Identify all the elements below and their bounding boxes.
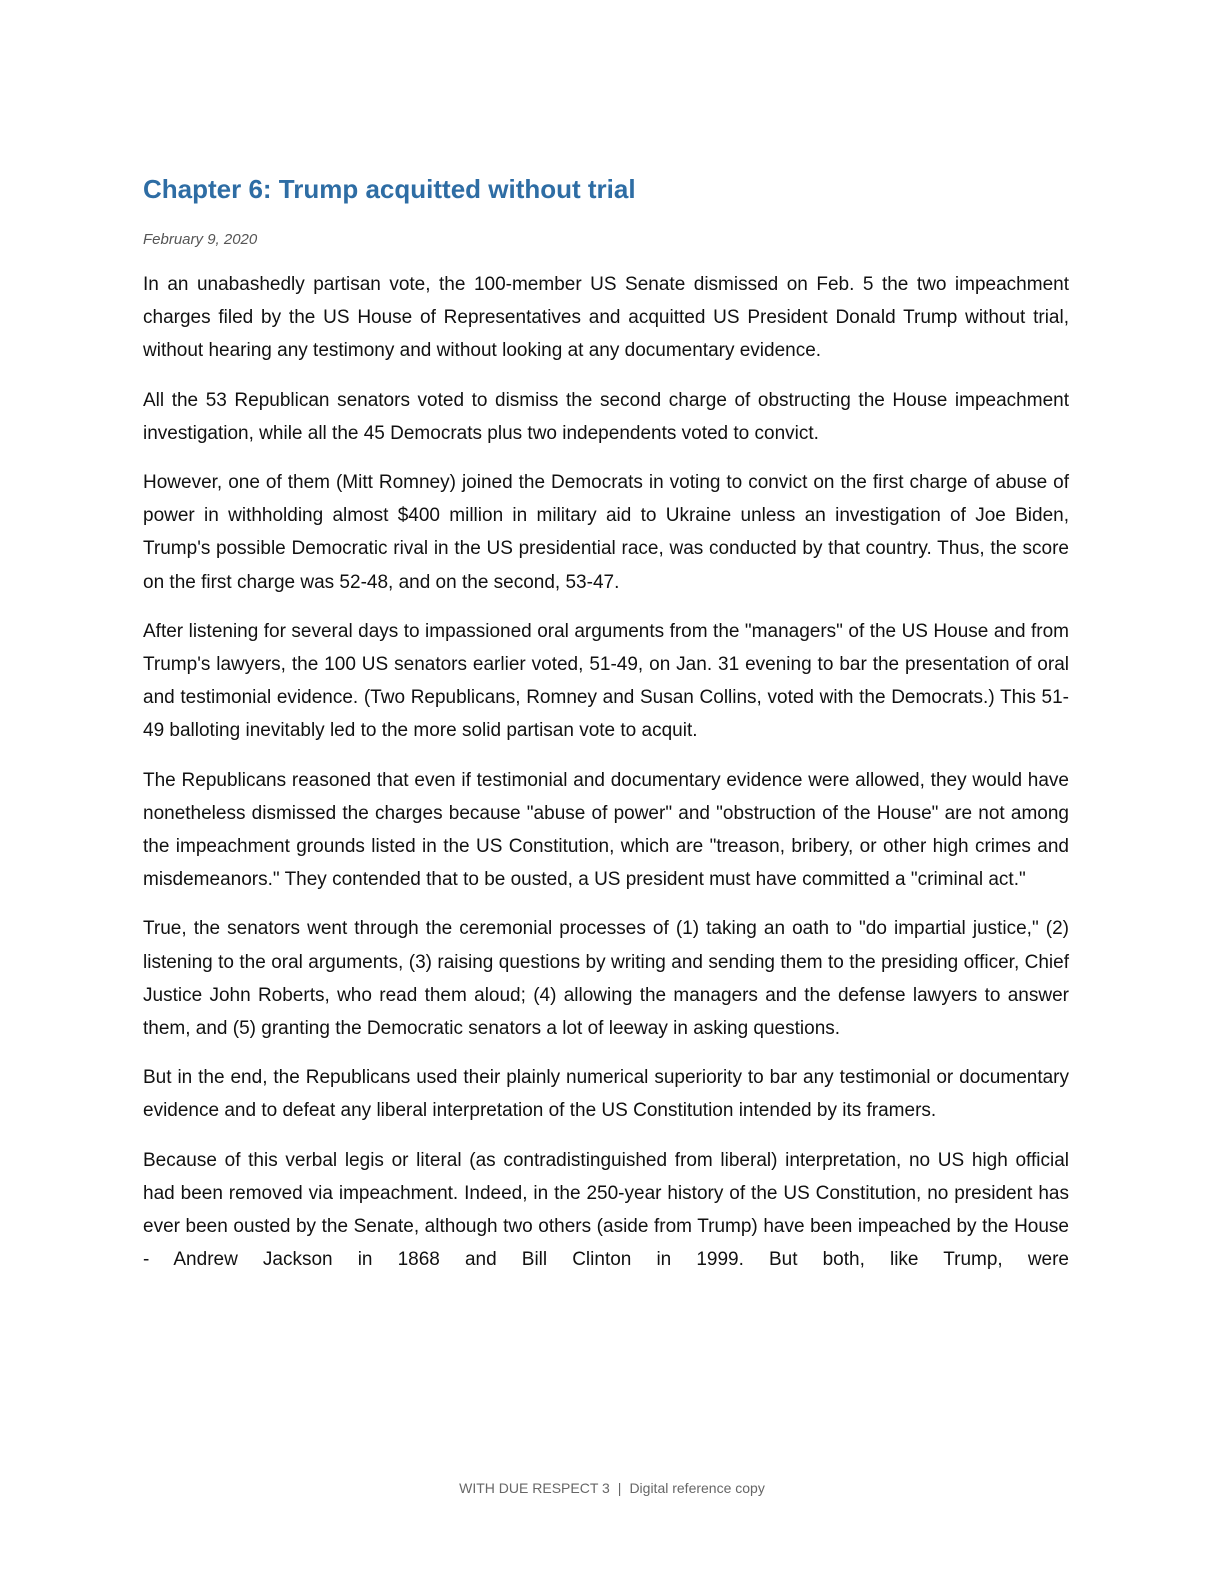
- paragraph: In an unabashedly partisan vote, the 100-member US Senate dismissed on Feb. 5 the two impeachment charges filed by the US House of Representatives and acquitted US President Donald Trump without trial, without hearing any testimony and without looking at any documentary evidence.: [143, 274, 1069, 362]
- publication-date: February 9, 2020: [143, 231, 258, 248]
- paragraph: Because of this verbal legis or literal (as contradistinguished from liberal) interpretation, no US high official had been removed via impeachment. Indeed, in the 250-year history of the US Constitution, no president has ever been ousted by the Senate, although two others (aside from Trump) have been impeached by the House - Andrew Jackson in 1868 and Bill Clinton in 1999. But both, like Trump, were: [143, 1149, 1069, 1271]
- paragraph: All the 53 Republican senators voted to dismiss the second charge of obstructing the House impeachment investigation, while all the 45 Democrats plus two independents voted to convict.: [143, 389, 1069, 444]
- paragraph: True, the senators went through the ceremonial processes of (1) taking an oath to "do impartial justice," (2) listening to the oral arguments, (3) raising questions by writing and sending them to the presiding officer, Chief Justice John Roberts, who read them aloud; (4) allowing the managers and the defense lawyers to answer them, and (5) granting the Democratic senators a lot of leeway in asking questions.: [143, 918, 1069, 1040]
- footer-separator: |: [617, 1480, 622, 1496]
- page-content: [143, 170, 1069, 1292]
- footer-note: Digital reference copy: [629, 1480, 765, 1496]
- chapter-title: Chapter 6: Trump acquitted without trial: [143, 174, 636, 204]
- paragraph: After listening for several days to impassioned oral arguments from the "managers" of the US House and from Trump's lawyers, the 100 US senators earlier voted, 51-49, on Jan. 31 evening to bar the presentation of oral and testimonial evidence. (Two Republicans, Romney and Susan Collins, voted with the Democrats.) This 51-49 balloting inevitably led to the more solid partisan vote to acquit.: [143, 620, 1069, 742]
- paragraph: But in the end, the Republicans used their plainly numerical superiority to bar any testimonial or documentary evidence and to defeat any liberal interpretation of the US Constitution intended by its framers.: [143, 1067, 1069, 1122]
- paragraph: However, one of them (Mitt Romney) joined the Democrats in voting to convict on the first charge of abuse of power in withholding almost $400 million in military aid to Ukraine unless an investigation of Joe Biden, Trump's possible Democratic rival in the US presidential race, was conducted by that country. Thus, the score on the first charge was 52-48, and on the second, 53-47.: [143, 472, 1069, 593]
- page-footer: [0, 1478, 1224, 1498]
- paragraph: The Republicans reasoned that even if testimonial and documentary evidence were allowed, they would have nonetheless dismissed the charges because "abuse of power" and "obstruction of the House" are not among the impeachment grounds listed in the US Constitution, which are "treason, bribery, or other high crimes and misdemeanors." They contended that to be ousted, a US president must have committed a "criminal act.": [143, 769, 1069, 891]
- footer-book-title: WITH DUE RESPECT 3: [459, 1480, 610, 1496]
